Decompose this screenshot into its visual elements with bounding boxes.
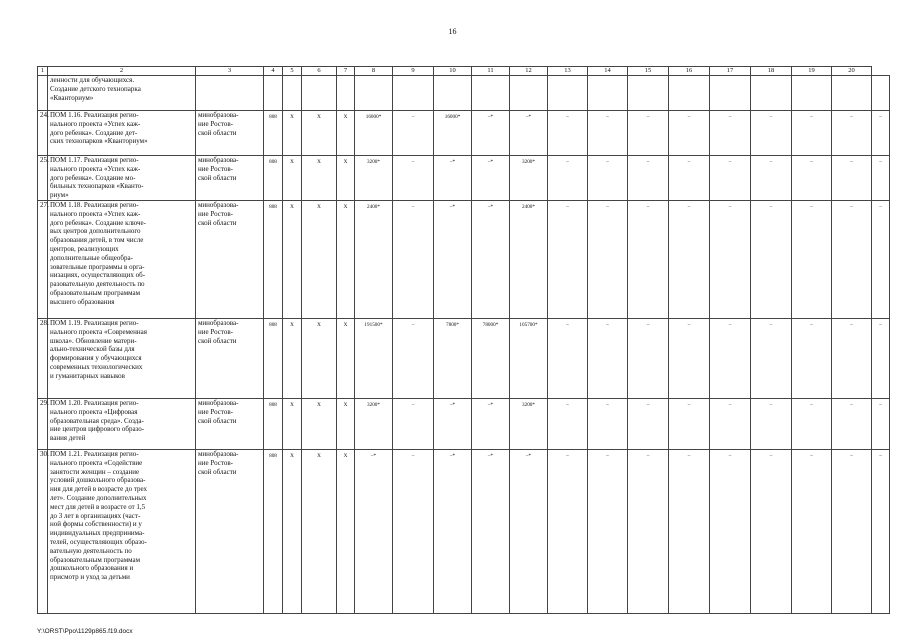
value-cell-col-15: –	[628, 319, 669, 399]
value-cell-col-7: X	[337, 201, 355, 319]
value-cell-col-20: –	[832, 201, 872, 319]
value-cell-col-20: –	[832, 450, 872, 614]
value-cell-col-8: 16000*	[355, 111, 393, 156]
value-cell-col-13: –	[548, 201, 588, 319]
value-cell-col-17: –	[710, 201, 751, 319]
column-number-9: 9	[393, 67, 434, 76]
column-number-7: 7	[337, 67, 355, 76]
measure-name: ПОМ 1.18. Реализация регио- нального проекта «Успех каж- дого ребенка». Создание ключе- вых центров дополнительного образования детей, в том числе центров, реализующих дополнительные общеобра- зовательные программы в орга- низациях, осуществляющих об- разовательную деятельность по образовательным программам высшего образования	[48, 201, 196, 319]
value-cell-col-17: –	[710, 399, 751, 450]
value-cell-col-6: X	[302, 450, 337, 614]
row-number: 29.	[38, 399, 48, 450]
value-cell-col-18	[751, 76, 792, 111]
column-number-19: 19	[792, 67, 832, 76]
column-number-17: 17	[710, 67, 751, 76]
responsible-executor: минобразова- ние Ростов- ской области	[196, 450, 264, 614]
value-cell-col-15: –	[628, 111, 669, 156]
value-cell-col-8: 191500*	[355, 319, 393, 399]
value-cell-col-15: –	[628, 399, 669, 450]
value-cell-col-4	[264, 76, 283, 111]
value-cell-col-6: X	[302, 201, 337, 319]
column-number-14: 14	[588, 67, 628, 76]
value-cell-col-16: –	[669, 319, 710, 399]
row-number: 24.	[38, 111, 48, 156]
value-cell-col-10: –*	[434, 156, 472, 201]
column-number-13: 13	[548, 67, 588, 76]
row-number	[38, 76, 48, 111]
responsible-executor: минобразова- ние Ростов- ской области	[196, 201, 264, 319]
value-cell-col-11: –*	[472, 156, 510, 201]
value-cell-col-6: X	[302, 111, 337, 156]
value-cell-col-5: X	[283, 111, 302, 156]
value-cell-col-11: –*	[472, 399, 510, 450]
value-cell-col-7: X	[337, 319, 355, 399]
value-cell-col-14: –	[588, 201, 628, 319]
measure-name: ПОМ 1.19. Реализация регио- нального проекта «Современная школа». Обновление матери- ально-технической базы для формирования у обучающихся современных технологических и гуманитарных навыков	[48, 319, 196, 399]
value-cell-col-4: 808	[264, 319, 283, 399]
value-cell-col-12: –*	[510, 111, 548, 156]
value-cell-col-15: –	[628, 450, 669, 614]
value-cell-col-8: 2400*	[355, 201, 393, 319]
value-cell-col-5: X	[283, 156, 302, 201]
value-cell-col-14: –	[588, 156, 628, 201]
column-number-4: 4	[264, 67, 283, 76]
page-number: 16	[448, 27, 457, 36]
value-cell-col-18: –	[751, 319, 792, 399]
value-cell-col-6: X	[302, 319, 337, 399]
column-number-11: 11	[472, 67, 510, 76]
value-cell-col-6: X	[302, 156, 337, 201]
value-cell-col-13: –	[548, 450, 588, 614]
row-number: 27.	[38, 201, 48, 319]
value-cell-col-12: 3200*	[510, 156, 548, 201]
value-cell-col-14: –	[588, 111, 628, 156]
responsible-executor: минобразова- ние Ростов- ской области	[196, 319, 264, 399]
value-cell-col-7: X	[337, 399, 355, 450]
value-cell-col-15	[628, 76, 669, 111]
value-cell-col-9: –	[393, 156, 434, 201]
value-cell-col-13: –	[548, 399, 588, 450]
value-cell-col-9: –	[393, 450, 434, 614]
value-cell-col-9	[393, 76, 434, 111]
value-cell-col-20: –	[832, 156, 872, 201]
value-cell-col-5: X	[283, 319, 302, 399]
table-row	[38, 399, 890, 450]
table-row	[38, 201, 890, 319]
value-cell-col-14	[588, 76, 628, 111]
column-number-12: 12	[510, 67, 548, 76]
value-cell-col-20: –	[832, 399, 872, 450]
column-number-18: 18	[751, 67, 792, 76]
value-cell-col-19: –	[792, 111, 832, 156]
table-row	[38, 319, 890, 399]
value-cell-col-9: –	[393, 319, 434, 399]
value-cell-col-4: 808	[264, 399, 283, 450]
value-cell-col-19: –	[792, 399, 832, 450]
value-cell-col-14: –	[588, 399, 628, 450]
column-number-8: 8	[355, 67, 393, 76]
value-cell-col-16: –	[669, 201, 710, 319]
value-cell-col-10	[434, 76, 472, 111]
measure-name: ПОМ 1.16. Реализация регио- нального проекта «Успех каж- дого ребенка». Создание дет- ских технопарков «Кванториум»	[48, 111, 196, 156]
value-cell-col-18: –	[751, 156, 792, 201]
value-cell-col-14: –	[588, 450, 628, 614]
value-cell-col-19	[792, 76, 832, 111]
value-cell-col-7: X	[337, 450, 355, 614]
value-cell-col-17: –	[710, 111, 751, 156]
table-row	[38, 76, 890, 111]
column-number-15: 15	[628, 67, 669, 76]
value-cell-col-8: 3200*	[355, 156, 393, 201]
value-cell-col-5	[283, 76, 302, 111]
value-cell-col-9: –	[393, 399, 434, 450]
measure-name: ПОМ 1.20. Реализация регио- нального проекта «Цифровая образовательная среда». Созда- ние центров цифрового образо- вания детей	[48, 399, 196, 450]
value-cell-col-17	[710, 76, 751, 111]
value-cell-col-10: –*	[434, 450, 472, 614]
value-cell-col-20	[832, 76, 872, 111]
value-cell-col-14: –	[588, 319, 628, 399]
value-cell-col-18: –	[751, 450, 792, 614]
value-cell-col-13: –	[548, 319, 588, 399]
value-cell-col-18: –	[751, 201, 792, 319]
value-cell-col-12: 3200*	[510, 399, 548, 450]
value-cell-col-17: –	[710, 319, 751, 399]
value-cell-col-10: –*	[434, 201, 472, 319]
value-cell-col-17: –	[710, 450, 751, 614]
column-number-5: 5	[283, 67, 302, 76]
value-cell-col-4: 808	[264, 201, 283, 319]
budget-table	[37, 66, 890, 614]
value-cell-col-4: 808	[264, 111, 283, 156]
measure-name: ПОМ 1.17. Реализация регио- нального проекта «Успех каж- дого ребенка». Создание мо- бильных технопарков «Кванто- риум»	[48, 156, 196, 201]
value-cell-col-10: 16000*	[434, 111, 472, 156]
value-cell-col-15: –	[628, 156, 669, 201]
value-cell-col-8: –*	[355, 450, 393, 614]
row-number: 30.	[38, 450, 48, 614]
row-number: 28.	[38, 319, 48, 399]
value-cell-col-21: –	[872, 450, 890, 614]
value-cell-col-21	[872, 76, 890, 111]
column-number-2: 2	[48, 67, 196, 76]
column-number-20: 20	[832, 67, 872, 76]
responsible-executor: минобразова- ние Ростов- ской области	[196, 156, 264, 201]
value-cell-col-16: –	[669, 399, 710, 450]
value-cell-col-13: –	[548, 111, 588, 156]
value-cell-col-19: –	[792, 450, 832, 614]
value-cell-col-11: 78000*	[472, 319, 510, 399]
column-number-6: 6	[302, 67, 337, 76]
value-cell-col-13: –	[548, 156, 588, 201]
value-cell-col-19: –	[792, 201, 832, 319]
value-cell-col-12: –*	[510, 450, 548, 614]
value-cell-col-21: –	[872, 399, 890, 450]
value-cell-col-4: 808	[264, 156, 283, 201]
value-cell-col-6: X	[302, 399, 337, 450]
value-cell-col-16: –	[669, 156, 710, 201]
value-cell-col-5: X	[283, 201, 302, 319]
value-cell-col-10: –*	[434, 399, 472, 450]
column-number-1: 1	[38, 67, 48, 76]
value-cell-col-4: 808	[264, 450, 283, 614]
responsible-executor	[196, 76, 264, 111]
value-cell-col-13	[548, 76, 588, 111]
file-path-footer: Y:\ORST\Ppo\1129p865.f19.docx	[37, 628, 133, 635]
value-cell-col-16: –	[669, 111, 710, 156]
column-number-10: 10	[434, 67, 472, 76]
value-cell-col-21: –	[872, 156, 890, 201]
value-cell-col-17: –	[710, 156, 751, 201]
table-row	[38, 450, 890, 614]
value-cell-col-8	[355, 76, 393, 111]
value-cell-col-12: 105700*	[510, 319, 548, 399]
value-cell-col-16	[669, 76, 710, 111]
header-row	[38, 67, 890, 76]
value-cell-col-9: –	[393, 111, 434, 156]
value-cell-col-21: –	[872, 201, 890, 319]
responsible-executor: минобразова- ние Ростов- ской области	[196, 399, 264, 450]
value-cell-col-11	[472, 76, 510, 111]
value-cell-col-7: X	[337, 156, 355, 201]
value-cell-col-6	[302, 76, 337, 111]
value-cell-col-12	[510, 76, 548, 111]
measure-name: ленности для обучающихся. Создание детского технопарка «Кванториум»	[48, 76, 196, 111]
value-cell-col-18: –	[751, 111, 792, 156]
column-number-16: 16	[669, 67, 710, 76]
value-cell-col-11: –*	[472, 450, 510, 614]
value-cell-col-11: –*	[472, 201, 510, 319]
value-cell-col-18: –	[751, 399, 792, 450]
value-cell-col-8: 3200*	[355, 399, 393, 450]
value-cell-col-7	[337, 76, 355, 111]
value-cell-col-21: –	[872, 111, 890, 156]
column-number-3: 3	[196, 67, 264, 76]
value-cell-col-20: –	[832, 111, 872, 156]
value-cell-col-20: –	[832, 319, 872, 399]
value-cell-col-12: 2400*	[510, 201, 548, 319]
value-cell-col-9: –	[393, 201, 434, 319]
value-cell-col-10: 7800*	[434, 319, 472, 399]
table-row	[38, 111, 890, 156]
value-cell-col-15: –	[628, 201, 669, 319]
measure-name: ПОМ 1.21. Реализация регио- нального проекта «Содействие занятости женщин – создание условий дошкольного образова- ния для детей в возрасте до трех лет». Создание дополнительных мест для детей в возрасте от 1,5 до 3 лет в организациях (част- ной формы собственности) и у индивидуальных предпринима- телей, осуществляющих образо- вательную деятельность по образовательным программам дошкольного образования и присмотр и уход за детьми	[48, 450, 196, 614]
value-cell-col-16: –	[669, 450, 710, 614]
value-cell-col-5: X	[283, 450, 302, 614]
value-cell-col-7: X	[337, 111, 355, 156]
table-row	[38, 156, 890, 201]
responsible-executor: минобразова- ние Ростов- ской области	[196, 111, 264, 156]
row-number: 25.	[38, 156, 48, 201]
value-cell-col-11: –*	[472, 111, 510, 156]
value-cell-col-19: –	[792, 156, 832, 201]
value-cell-col-21: –	[872, 319, 890, 399]
value-cell-col-19: –	[792, 319, 832, 399]
value-cell-col-5: X	[283, 399, 302, 450]
